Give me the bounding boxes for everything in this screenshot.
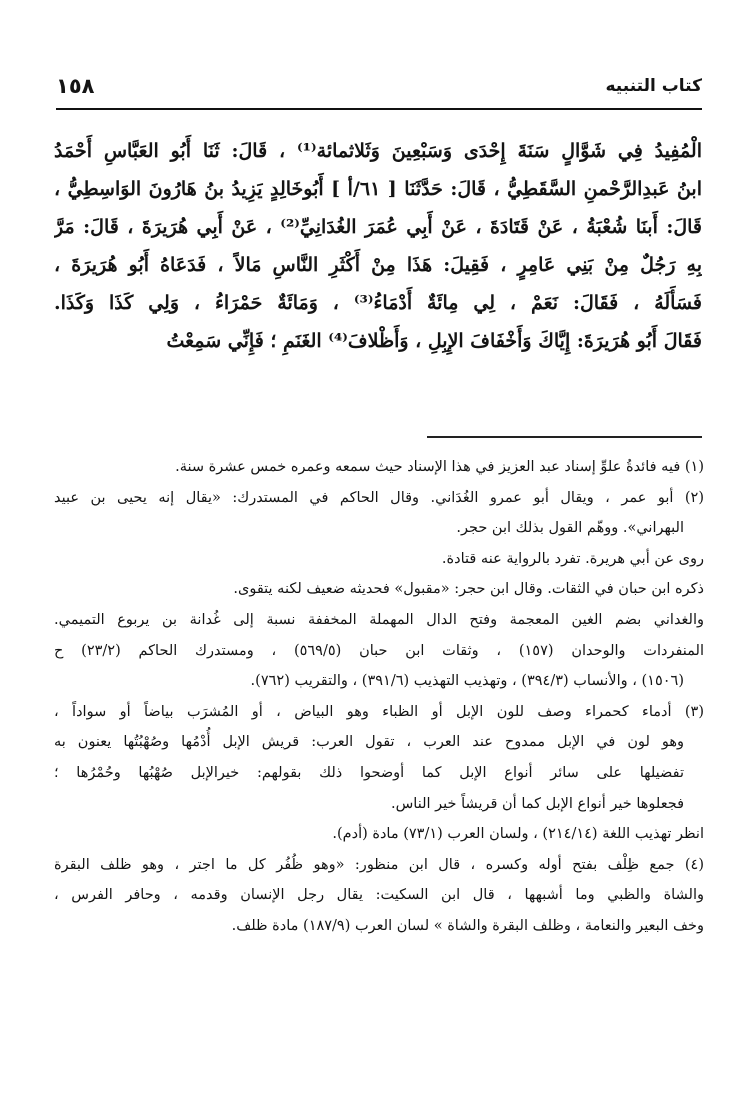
footnote-line: ذكره ابن حبان في الثقات. وقال ابن حجر: «مقبول» فحديثه ضعيف لكنه يتقوى.	[233, 581, 704, 598]
footnote-line: (١) فيه فائدةُ علوِّ إسناد عبد العزيز في هذا الإسناد حيث سمعه وعمره خمس عشرة سنة.	[175, 459, 704, 475]
text-line: فَسَأَلَهُ ، فَقَالَ: نَعَمْ ، لِي مِائَةٌ أَدْمَاءُ⁽³⁾ ، وَمَائَةٌ حَمْرَاءُ ، وَلِي كَذَا وَكَذَا.	[54, 292, 702, 314]
footnote-line: (٣) أدماء كحمراء وصف للون الإبل أو الظباء وهو البياض ، أو المُشرَب بياضاً أو سواداً ،	[54, 703, 704, 720]
footnote-line: والشاة والظبي وما أشبهها ، قال ابن السكيت: يقال رجل الإنسان وقدمه ، وحافر الفرس ،	[54, 887, 704, 904]
page-number: ١٥٨	[56, 74, 95, 98]
book-title: كتاب التنبيه	[605, 76, 702, 96]
text-line: قَالَ: أَبنَا شُعْبَةُ ، عَنْ قَتَادَةَ ، عَنْ أَبِي عُمَرَ الغُدَانِيِّ⁽²⁾ ، عَنْ أَبِي هُرَيرَةَ ، قَالَ: مَرَّ	[54, 216, 702, 238]
footnote-line: والغداني بضم الغين المعجمة وفتح الدال المهملة المخففة نسبة إلى غُدانة بن يربوع التميمي.	[54, 611, 704, 628]
page-header	[56, 72, 702, 106]
main-text	[54, 132, 702, 360]
header-rule	[56, 108, 702, 110]
footnote-divider	[427, 436, 702, 438]
footnote-line: (١٥٠٦) ، والأنساب (٣٩٤/٣) ، وتهذيب التهذيب (٣٩١/٦) ، والتقريب (٧٦٢).	[250, 673, 684, 690]
footnote-line: فجعلوها خير أنواع الإبل كما أن قريشاً خير الناس.	[391, 795, 684, 812]
footnotes	[54, 452, 704, 942]
text-line: فَقَالَ أَبُو هُرَيرَةَ: إِيَّاكَ وَأَخْفَافَ الإِبِلِ ، وَأَظْلافَ⁽⁴⁾ الغَنَمِ ؛ فَإِنِّي سَمِعْتُ	[166, 330, 702, 352]
text-line: بِهِ رَجُلٌ مِنْ بَنِي عَامِرٍ ، فَقِيلَ: هَذَا مِنْ أَكْثَرِ النَّاسِ مَالاً ، فَدَعَاهُ أَبُو هُرَيرَةَ ،	[54, 254, 702, 276]
footnote-line: روى عن أبي هريرة. تفرد بالرواية عنه قتادة.	[441, 550, 704, 567]
footnote-line: انظر تهذيب اللغة (٢١٤/١٤) ، ولسان العرب (٧٣/١) مادة (أدم).	[332, 826, 704, 843]
footnote-line: (٤) جمع ظِلْف بفتح أوله وكسره ، قال ابن منظور: «وهو ظُفُر كل ما اجتر ، وهو ظلف البقرة	[54, 856, 704, 873]
footnote-line: البهراني». ووهّم القول بذلك ابن حجر.	[456, 520, 684, 537]
footnote-line: المنفردات والوحدان (١٥٧) ، وثقات ابن حبان (٥٦٩/٥) ، ومستدرك الحاكم (٢٣/٢) ح	[54, 642, 704, 659]
footnote-line: وهو لون في الإبل ممدوح عند العرب ، تقول العرب: قريش الإبل أُدْمُها وصُهْبُتُها يعنون به	[54, 734, 684, 751]
text-line: ابنُ عَبدِالرَّحْمنِ السَّقَطِيُّ ، قَالَ: حَدَّثَنَا [ ٦١/أ ] أَبُوخَالِدٍ يَزِيدُ بنُ هَارُونَ الوَاسِطِيُّ ،	[54, 178, 702, 200]
footnote-line: وخف البعير والنعامة ، وظلف البقرة والشاة » لسان العرب (١٨٧/٩) مادة ظلف.	[231, 917, 704, 934]
footnote-line: (٢) أبو عمر ، ويقال أبو عمرو الغُدَاني. وقال الحاكم في المستدرك: «يقال إنه يحيى بن عبيد	[54, 489, 704, 506]
footnote-line: تفضيلها على سائر أنواع الإبل كما أوضحوا ذلك بقولهم: خيرالإبل صُهْبُها وحُمْرُها ؛	[54, 764, 684, 781]
text-line: الْمُفِيدُ فِي شَوَّالٍ سَنَةَ إِحْدَى وَسَبْعِينَ وَثَلاثمائة⁽¹⁾ ، قَالَ: ثَنَا أَبُو العَبَّاسِ أَحْمَدُ	[54, 140, 702, 162]
